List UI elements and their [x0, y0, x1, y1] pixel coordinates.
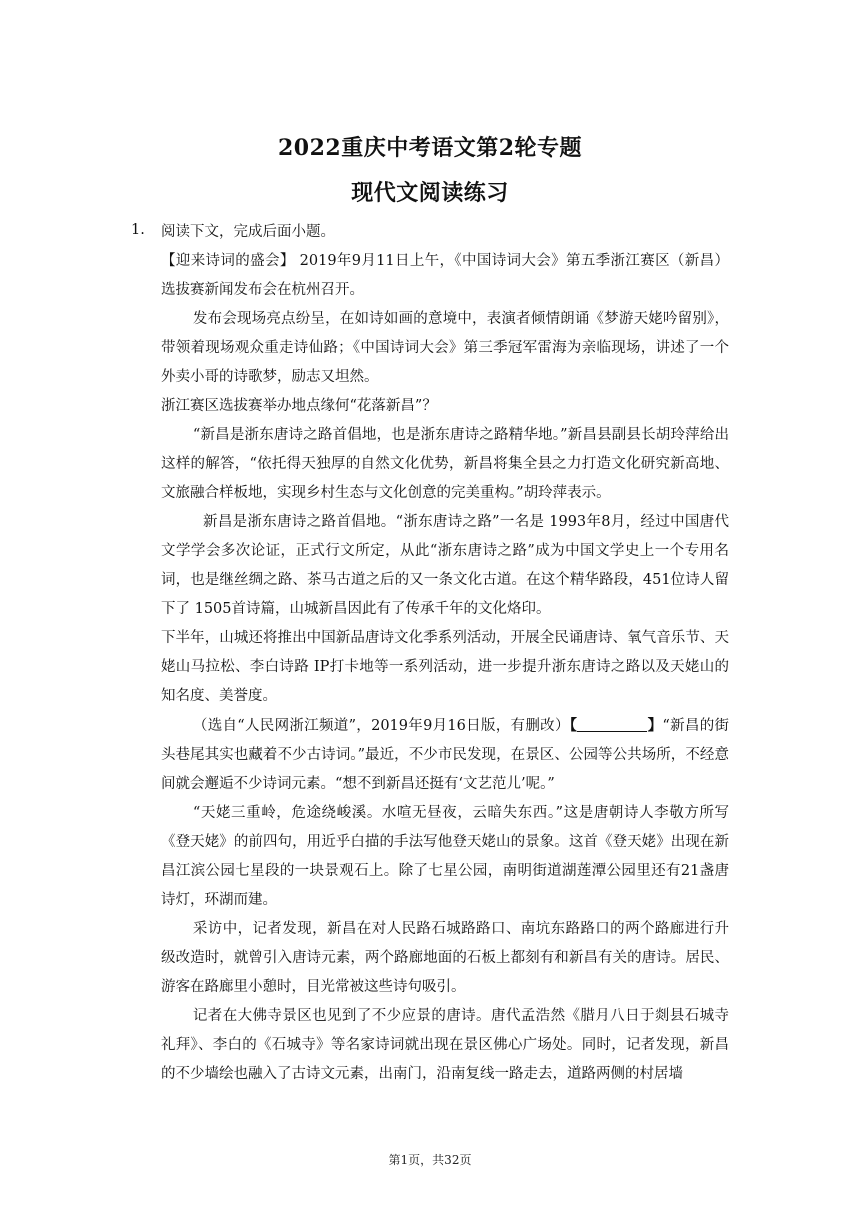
question-number: 1. [131, 222, 145, 238]
paragraph: 发布会现场亮点纷呈，在如诗如画的意境中，表演者倾情朗诵《梦游天姥吟留别》，带领着现场观众重走诗仙路；《中国诗词大会》第三季冠军雷海为亲临现场，讲述了一个外卖小哥的诗歌梦，励志又坦然。 [161, 311, 729, 385]
document-subtitle: 现代文阅读练习 [351, 180, 509, 206]
document-title: 2022重庆中考语文第2轮专题 [277, 135, 583, 161]
page-footer: 第1页，共32页 [388, 1153, 472, 1167]
heading-blank[interactable] [577, 717, 647, 732]
paragraph: “天姥三重岭，危途绕峻溪。水喧无昼夜，云暗失东西。”这是唐朝诗人李敬方所写《登天姥》的前四句，用近乎白描的手法写他登天姥山的景象。这首《登天姥》出现在新昌江滨公园七星段的一块景观石上。除了七星公园，南明街道湖莲潭公园里还有21盏唐诗灯，环湖而建。 [161, 805, 729, 908]
reading-passage [161, 218, 729, 1089]
source-citation: （选自“人民网浙江频道”，2019年9月16日版，有删改） [192, 718, 570, 734]
paragraph: 采访中，记者发现，新昌在对人民路石城路路口、南坑东路路口的两个路廊进行升级改造时，就曾引入唐诗元素，两个路廊地面的石板上都刻有和新昌有关的唐诗。居民、游客在路廊里小憩时，目光常被这些诗句吸引。 [161, 921, 729, 995]
paragraph-text: “新昌的街头巷尾其实也藏着不少古诗词。”最近，不少市民发现，在景区、公园等公共场所，不经意间就会邂逅不少诗词元素。“想不到新昌还挺有‘文艺范儿’呢。” [161, 718, 730, 792]
paragraph: 浙江赛区选拔赛举办地点缘何“花落新昌”？ [161, 398, 437, 414]
paragraph: 【迎来诗词的盛会】 2019年9月11日上午，《中国诗词大会》第五季浙江赛区（新昌）选拔赛新闻发布会在杭州召开。 [161, 253, 729, 298]
question-instruction: 阅读下文，完成后面小题。 [161, 224, 335, 240]
paragraph: 记者在大佛寺景区也见到了不少应景的唐诗。唐代孟浩然《腊月八日于剡县石城寺礼拜》、李白的《石城寺》等名家诗词就出现在景区佛心广场处。同时，记者发现，新昌的不少墙绘也融入了古诗文元素，出南门，沿南复线一路走去，道路两侧的村居墙 [161, 1008, 729, 1082]
bracket-close: 】 [647, 717, 663, 734]
paragraph: “新昌是浙东唐诗之路首倡地，也是浙东唐诗之路精华地。”新昌县副县长胡玲萍给出这样的解答，“依托得天独厚的自然文化优势，新昌将集全县之力打造文化研究新高地、文旅融合样板地，实现乡村生态与文化创意的完美重构。”胡玲萍表示。 [161, 427, 729, 501]
paragraph: 下半年，山城还将推出中国新品唐诗文化季系列活动，开展全民诵唐诗、氧气音乐节、天姥山马拉松、李白诗路 IP打卡地等一系列活动，进一步提升浙东唐诗之路以及天姥山的知名度、美誉度。 [161, 630, 729, 704]
paragraph: 新昌是浙东唐诗之路首倡地。“浙东唐诗之路”一名是 1993年8月，经过中国唐代文学学会多次论证，正式行文所定，从此“浙东唐诗之路”成为中国文学史上一个专用名词，也是继丝绸之路、茶马古道之后的又一条文化古道。在这个精华路段，451位诗人留下了 1505首诗篇，山城新昌因此有了传承千年的文化烙印。 [161, 514, 729, 617]
bracket-open: 【 [569, 717, 578, 734]
source-and-heading-paragraph [161, 711, 729, 799]
